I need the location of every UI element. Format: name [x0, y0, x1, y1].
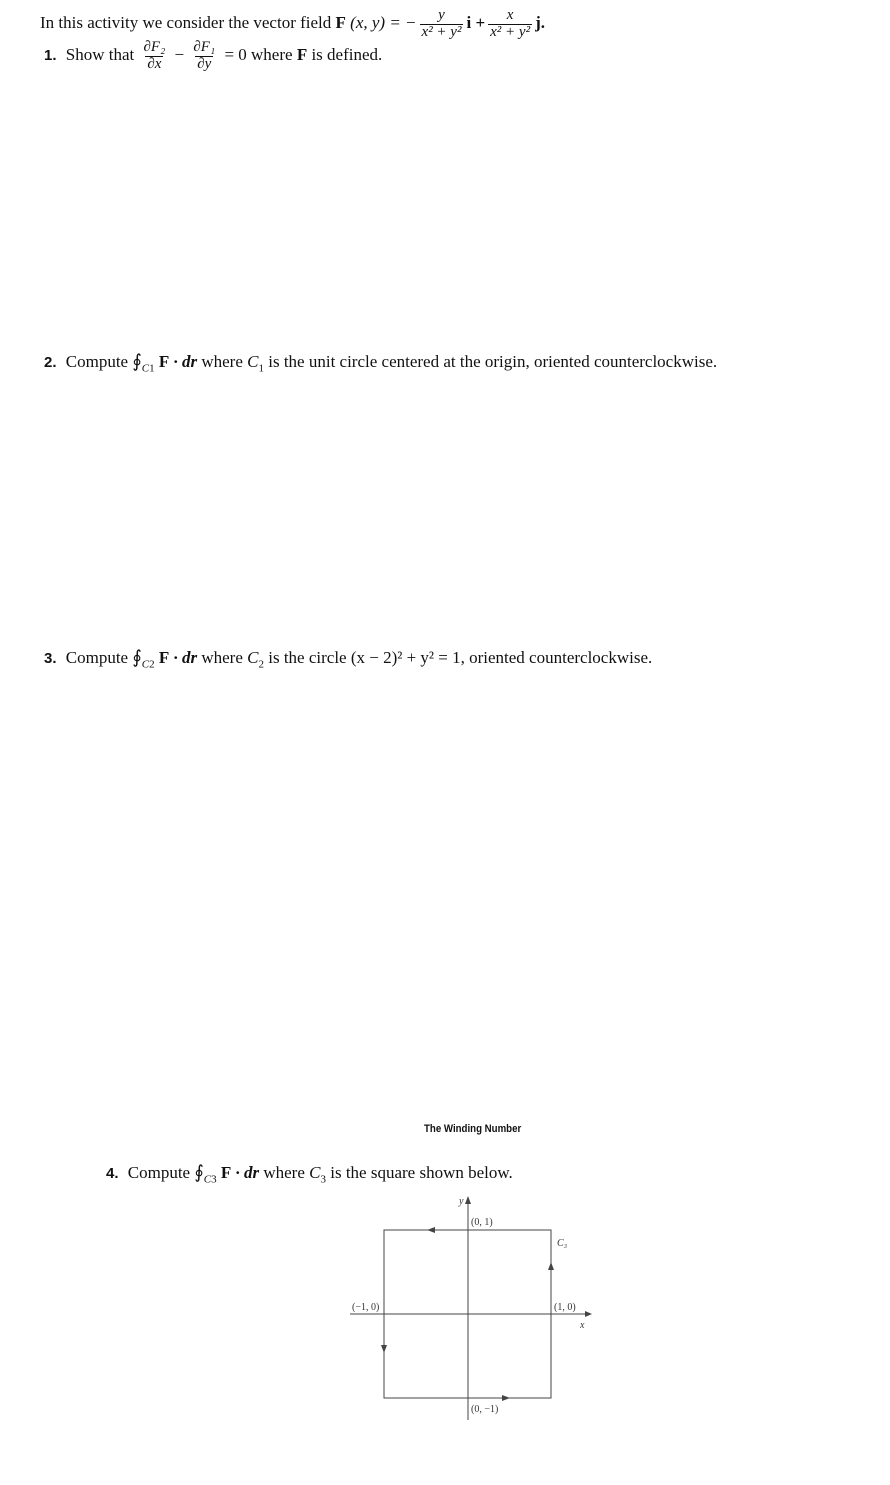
q1-frac-dF2-dx: $\frac{\text{∂F₂}}{\partial x}$ [143, 39, 166, 72]
curve-c3-label: C₃ [557, 1238, 568, 1249]
q2-curve-idx: 1 [258, 362, 264, 375]
q3-curve: C [247, 648, 259, 667]
left-edge-arrow-icon [381, 1345, 387, 1353]
section-caption: The Winding Number [424, 1123, 522, 1135]
q1-minus: − [174, 45, 185, 65]
right-edge-arrow-icon [548, 1262, 554, 1270]
intro-i-sep: i + [466, 13, 486, 33]
q2-mid: where [201, 352, 243, 371]
question-4-lead: Compute [127, 1163, 191, 1182]
point-left-label: (−1, 0) [352, 1302, 380, 1313]
intro-j-end: j. [535, 13, 545, 33]
q4-integrand-rest: · dr [235, 1163, 260, 1182]
intro-frac-1: $\frac{y}{\text{x² + y²}}$ [421, 7, 462, 40]
intro-args: (x, y) = − [350, 13, 417, 33]
top-edge-arrow-icon [427, 1227, 435, 1233]
q3-mid: where [201, 648, 243, 667]
point-bottom-label: (0, −1) [471, 1404, 499, 1415]
point-top-label: (0, 1) [471, 1217, 493, 1228]
q1-F: F [296, 45, 308, 65]
q3-integrand-rest: · dr [173, 648, 198, 667]
question-1-lead: Show that [65, 45, 135, 65]
x-axis-label: x [580, 1320, 585, 1331]
question-1 [44, 40, 382, 73]
intro-line [40, 8, 545, 41]
q1-tail-post: is defined. [311, 45, 383, 65]
q2-tail: is the unit circle centered at the origin, oriented counterclockwise. [268, 352, 718, 371]
question-3: 3. Compute $∮_{C2}$ F · dr where $C_2$ is the circle (x − 2)² + y² = 1, oriented counterclockwise. [44, 647, 653, 671]
question-1-number: 1. [44, 47, 57, 65]
question-2-lead: Compute [65, 352, 129, 371]
contour-integral-icon: ∮ [132, 351, 142, 371]
x-axis-arrow-icon [585, 1311, 592, 1317]
q4-curve: C [309, 1163, 321, 1182]
y-axis-arrow-icon [465, 1196, 471, 1204]
q3-integrand-F: F [158, 648, 170, 667]
q4-tail: is the square shown below. [330, 1163, 513, 1182]
q2-curve: C [247, 352, 259, 371]
question-4-number: 4. [106, 1165, 119, 1182]
contour-integral-icon: ∮ [132, 647, 142, 667]
contour-integral-icon: ∮ [194, 1162, 204, 1182]
question-3-number: 3. [44, 650, 57, 667]
bottom-edge-arrow-icon [502, 1395, 510, 1401]
q1-frac-dF1-dy: $\frac{\text{∂F₁}}{\partial y}$ [193, 39, 216, 72]
q4-integrand-F: F [220, 1163, 232, 1182]
q4-curve-idx: 3 [320, 1173, 326, 1186]
y-axis-label: y [459, 1196, 464, 1207]
q2-integrand-F: F [158, 352, 170, 371]
q4-mid: where [263, 1163, 305, 1182]
square-contour-diagram [330, 1190, 600, 1430]
point-right-label: (1, 0) [554, 1302, 576, 1313]
intro-frac-2: $\frac{x}{\text{x² + y²}}$ [490, 7, 531, 40]
intro-F: F [335, 13, 346, 33]
question-2-number: 2. [44, 354, 57, 371]
q3-tail: is the circle (x − 2)² + y² = 1, oriented counterclockwise. [268, 648, 653, 667]
question-4: 4. Compute $∮_{C3}$ F · dr where $C_3$ is the square shown below. [106, 1162, 513, 1186]
q2-integrand-rest: · dr [173, 352, 198, 371]
q3-curve-idx: 2 [258, 658, 264, 671]
question-2: 2. Compute $∮_{C1}$ F · dr where $C_1$ is the unit circle centered at the origin, oriented counterclockwise. [44, 351, 718, 375]
question-3-lead: Compute [65, 648, 129, 667]
q1-tail-pre: = 0 where [224, 45, 293, 65]
intro-lead: In this activity we consider the vector field [40, 13, 332, 33]
